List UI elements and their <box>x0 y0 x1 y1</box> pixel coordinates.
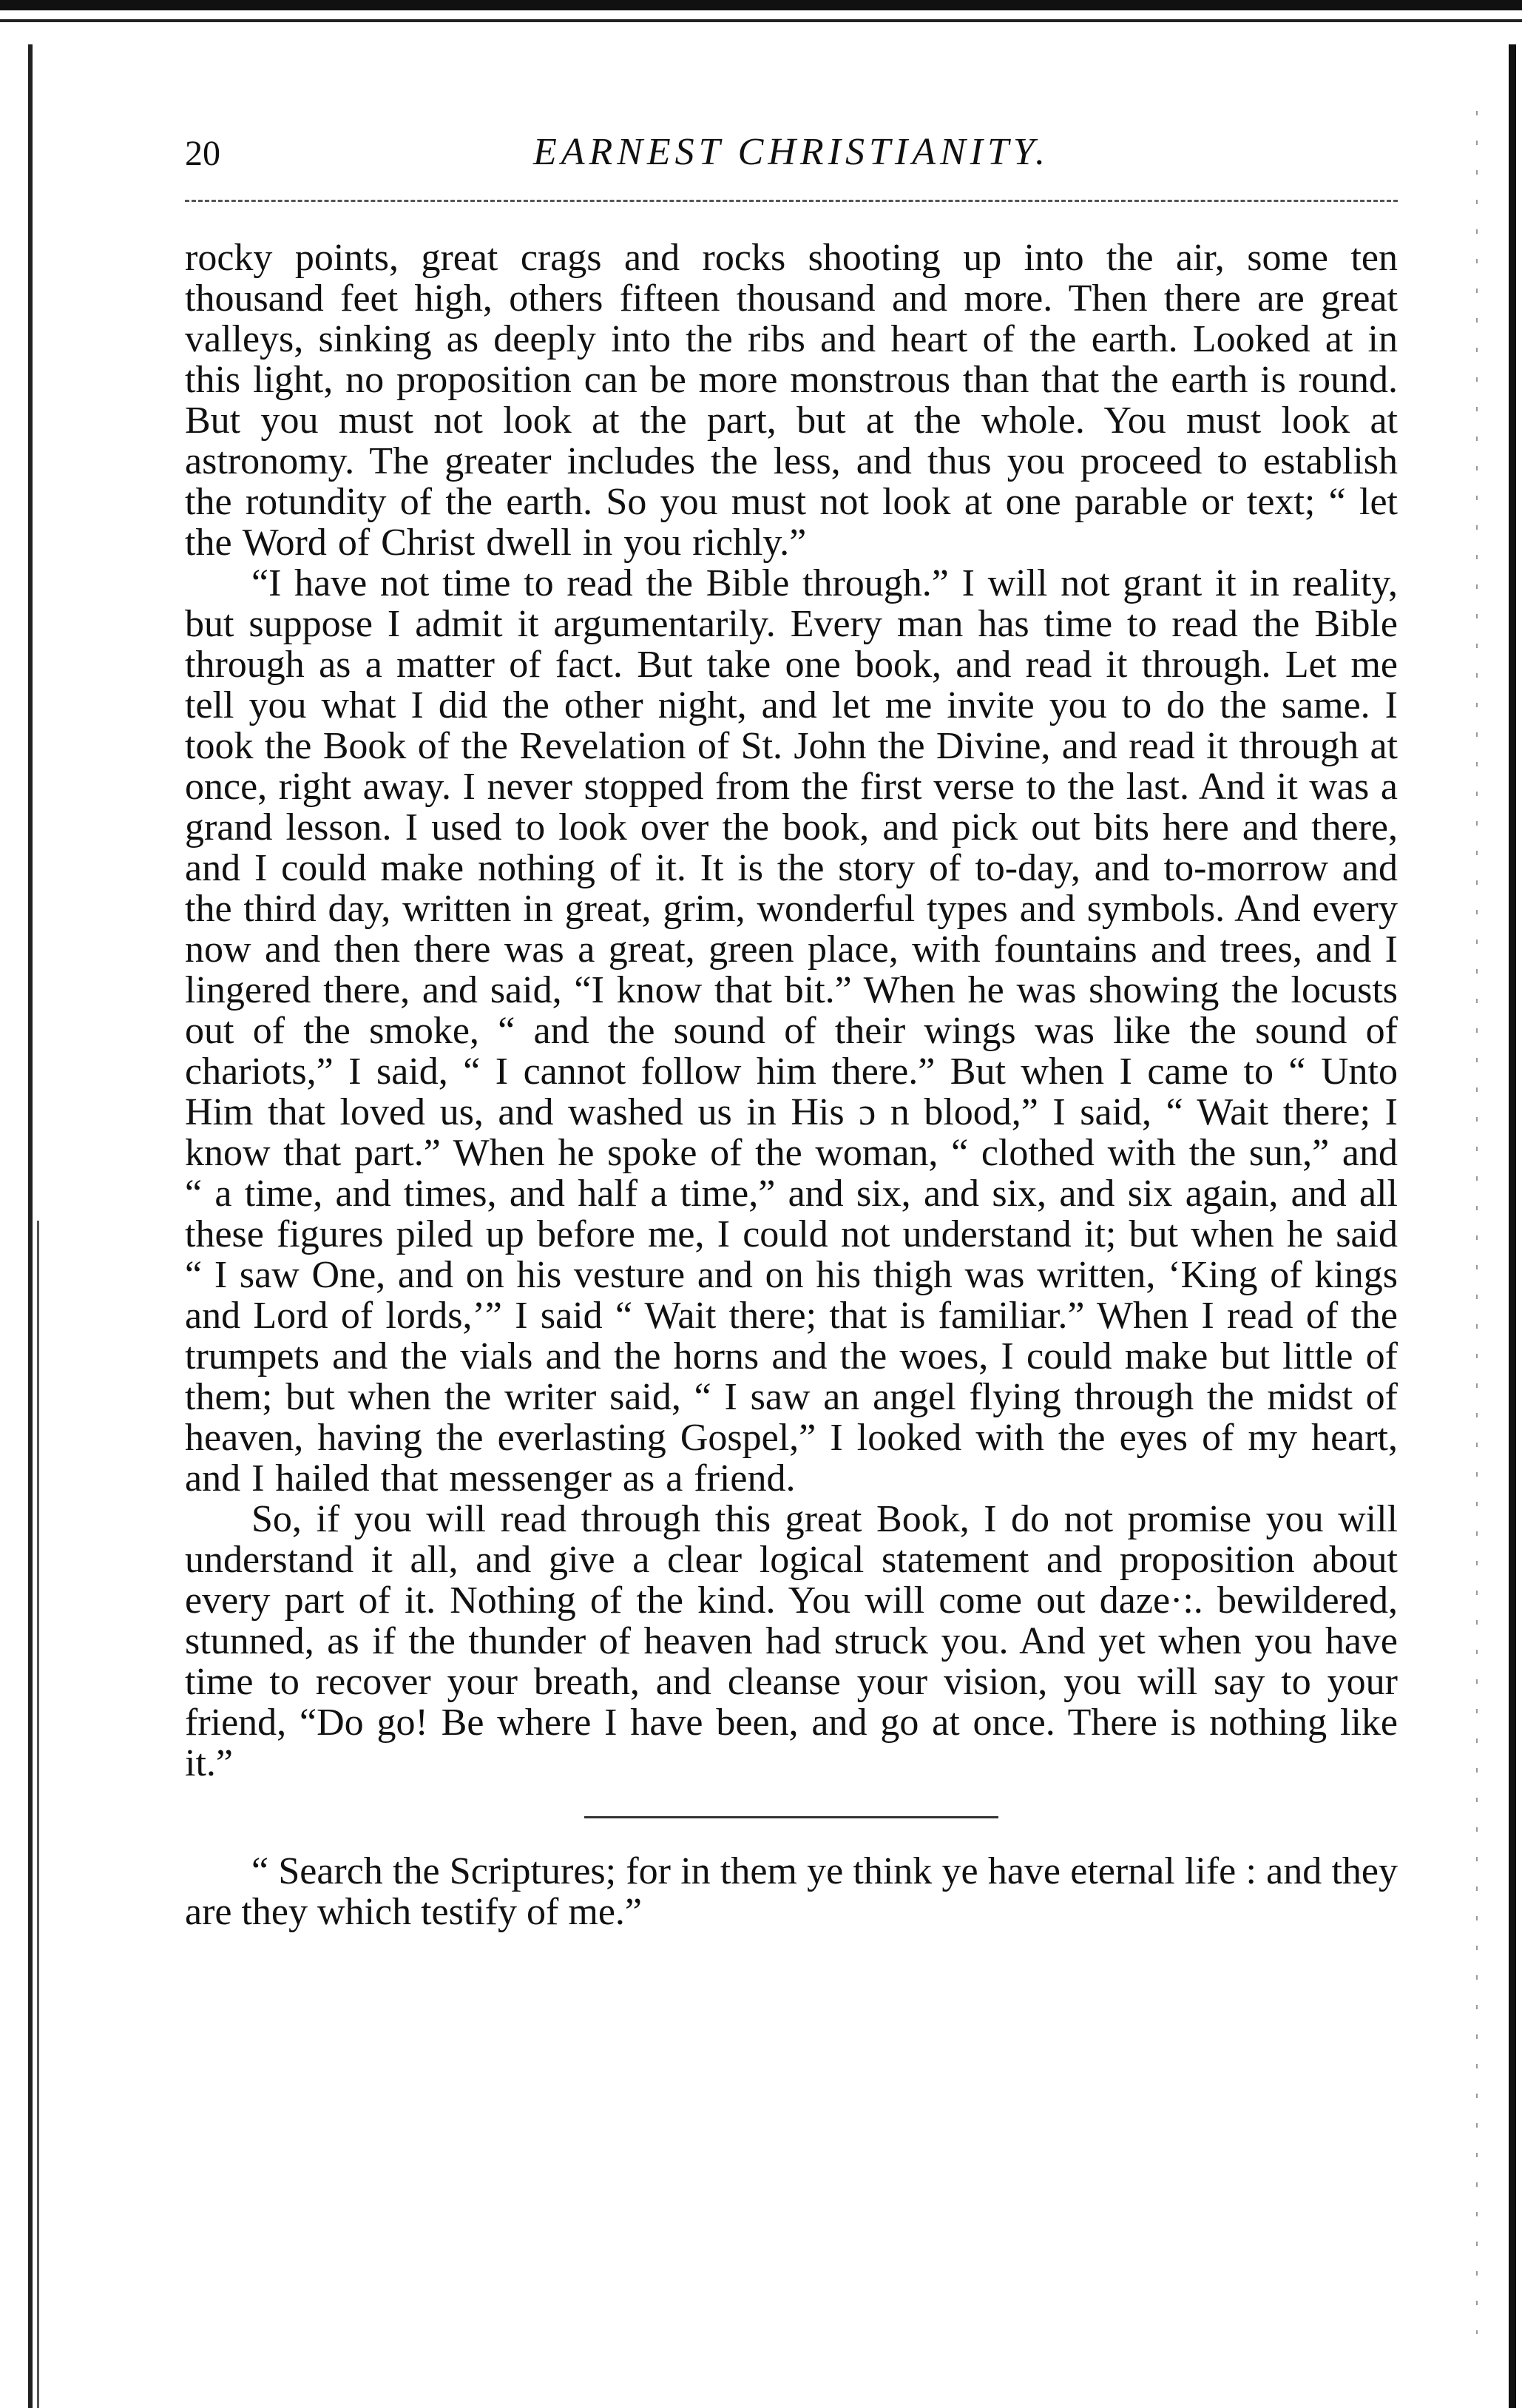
book-page <box>185 104 1398 1932</box>
scripture-quote: “ Search the Scriptures; for in them ye think ye have eternal life : and they are they which testify of me.” <box>185 1850 1398 1933</box>
scan-top-border <box>0 0 1522 10</box>
header-rule <box>185 200 1398 202</box>
scan-right-border <box>1509 44 1516 2408</box>
page-number: 20 <box>185 134 220 173</box>
scan-right-speckle <box>1476 111 1478 2334</box>
paragraph-continued: rocky points, great crags and rocks shooting up into the air, some ten thousand feet high, others fifteen thousand and more. Then there are great valleys, sinking as deeply into the ribs and heart of the earth. Looked at in this light, no proposition can be more monstrous than that the earth is round. But you must not look at the part, but at the whole. You must look at astronomy. The greater includes the less, and thus you proceed to establish the rotundity of the earth. So you must not look at one parable or text; “ let the Word of Christ dwell in you richly.” <box>185 237 1398 564</box>
running-title: EARNEST CHRISTIANITY. <box>532 131 1050 173</box>
scan-top-border-thin <box>0 19 1522 22</box>
section-separator <box>584 1816 998 1818</box>
paragraph: So, if you will read through this great Book, I do not promise you will understand it all, and give a clear logical statement and proposition about every part of it. Nothing of the kind. You will come out daze·:. bewildered, stunned, as if the thunder of heaven had struck you. And yet when you have time to recover your breath, and cleanse your vision, you will say to your friend, “Do go! Be where I have been, and go at once. There is nothing like it.” <box>185 1498 1398 1784</box>
scan-left-border-inner <box>37 1221 39 2408</box>
paragraph: “I have not time to read the Bible through.” I will not grant it in reality, but suppose I admit it argumentarily. Every man has time to read the Bible through as a matter of fact. But take one book, and read it through. Let me tell you what I did the other night, and let me invite you to do the same. I took the Book of the Revelation of St. John the Divine, and read it through at once, right away. I never stopped from the first verse to the last. And it was a grand lesson. I used to look over the book, and pick out bits here and there, and I could make nothing of it. It is the story of to-day, and to-morrow and the third day, written in great, grim, wonderful types and symbols. And every now and then there was a great, green place, with fountains and trees, and I lingered there, and said, “I know that bit.” When he was showing the locusts out of the smoke, “ and the sound of their wings was like the sound of chariots,” I said, “ I cannot follow him there.” But when I came to “ Unto Him that loved us, and washed us in His ɔ n blood,” I said, “ Wait there; I know that part.” When he spoke of the woman, “ clothed with the sun,” and “ a time, and times, and half a time,” and six, and six, and six again, and all these figures piled up before me, I could not understand it; but when he said “ I saw One, and on his vesture and on his thigh was written, ‘King of kings and Lord of lords,’” I said “ Wait there; that is familiar.” When I read of the trumpets and the vials and the horns and the woes, I could make but little of them; but when the writer said, “ I saw an angel flying through the midst of heaven, having the everlasting Gospel,” I looked with the eyes of my heart, and I hailed that messenger as a friend. <box>185 562 1398 1500</box>
body-text <box>185 237 1398 1784</box>
running-head <box>185 104 1398 173</box>
scan-left-border <box>28 44 33 2408</box>
